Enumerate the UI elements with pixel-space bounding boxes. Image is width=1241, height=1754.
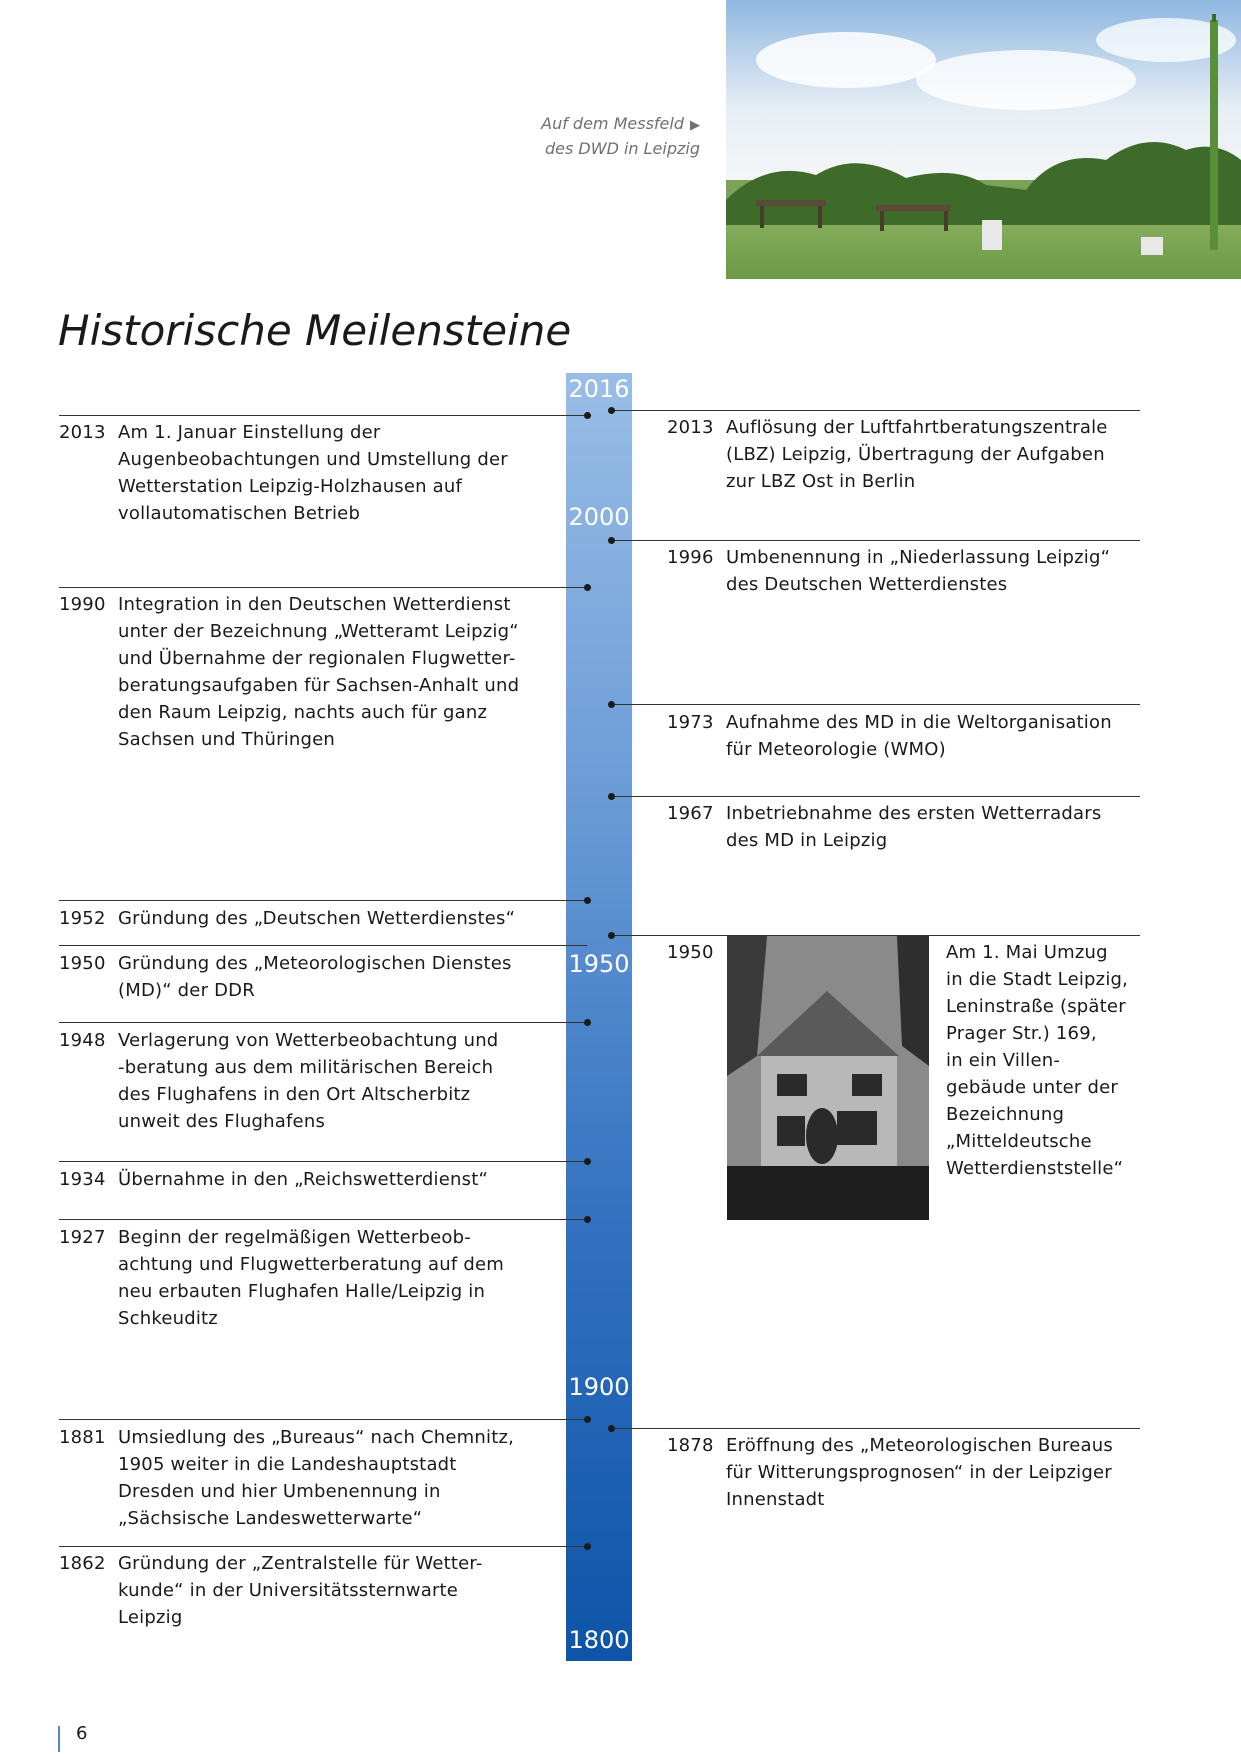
villa-photo bbox=[727, 936, 929, 1220]
right-connector-line bbox=[611, 410, 1140, 411]
timeline-dot bbox=[584, 1019, 591, 1026]
timeline-dot bbox=[608, 701, 615, 708]
event-text: Verlagerung von Wetterbeobachtung und -beratung aus dem militärischen Bereich des Flughafens in den Ort Altscherbitz unweit des Flughafens bbox=[118, 1030, 499, 1132]
timeline-dot bbox=[608, 1425, 615, 1432]
timeline-dot bbox=[608, 932, 615, 939]
right-connector-line bbox=[611, 1428, 1140, 1429]
right-event-1878 bbox=[667, 1432, 1137, 1513]
timeline-year-2000: 2000 bbox=[568, 503, 630, 531]
left-event-1927 bbox=[59, 1224, 539, 1332]
left-event-1862 bbox=[59, 1550, 539, 1631]
timeline-year-2016: 2016 bbox=[568, 375, 630, 403]
timeline-dot bbox=[584, 1158, 591, 1165]
header-photo bbox=[726, 0, 1241, 279]
event-text: Übernahme in den „Reichswetterdienst“ bbox=[118, 1169, 488, 1190]
left-connector-line bbox=[59, 1419, 587, 1420]
event-year: 1990 bbox=[59, 594, 106, 615]
event-year: 1950 bbox=[59, 953, 106, 974]
event-text: Integration in den Deutschen Wetterdienst unter der Bezeichnung „Wetteramt Leipzig“ und Übernahme der regionalen Flugwetter- beratungsaufgaben für Sachsen-Anhalt und den Raum Leipzig, nachts auch für ganz Sachsen und Thüringen bbox=[118, 594, 520, 750]
right-connector-line bbox=[611, 796, 1140, 797]
event-text: Inbetriebnahme des ersten Wetterradars des MD in Leipzig bbox=[726, 803, 1102, 851]
timeline-dot bbox=[584, 412, 591, 419]
right-connector-line bbox=[611, 704, 1140, 705]
right-event-1950-year bbox=[667, 939, 727, 966]
page-number: 6 bbox=[76, 1723, 88, 1744]
left-connector-line bbox=[59, 587, 587, 588]
timeline-dot bbox=[584, 897, 591, 904]
event-text: Eröffnung des „Meteorologischen Bureaus für Witterungsprognosen“ in der Leipziger Innenstadt bbox=[726, 1435, 1113, 1510]
right-event-1967 bbox=[667, 800, 1137, 854]
event-text: Gründung der „Zentralstelle für Wetter- kunde“ in der Universitätssternwarte Leipzig bbox=[118, 1553, 483, 1628]
timeline-dot bbox=[584, 1416, 591, 1423]
page-number-marker bbox=[58, 1726, 60, 1752]
right-event-1996 bbox=[667, 544, 1137, 598]
timeline-dot bbox=[608, 407, 615, 414]
event-text: Umsiedlung des „Bureaus“ nach Chemnitz, 1905 weiter in die Landeshauptstadt Dresden und hier Umbenennung in „Sächsische Landeswetterwarte“ bbox=[118, 1427, 515, 1529]
event-year: 1952 bbox=[59, 908, 106, 929]
left-event-1948 bbox=[59, 1027, 539, 1135]
left-connector-line bbox=[59, 1546, 587, 1547]
event-year: 2013 bbox=[59, 422, 106, 443]
event-text: Beginn der regelmäßigen Wetterbeob- achtung und Flugwetterberatung auf dem neu erbauten Flughafen Halle/Leipzig in Schkeuditz bbox=[118, 1227, 504, 1329]
caption-line-2: des DWD in Leipzig bbox=[545, 139, 700, 158]
event-year: 1967 bbox=[667, 803, 714, 824]
left-event-1881 bbox=[59, 1424, 539, 1532]
event-year: 1927 bbox=[59, 1227, 106, 1248]
event-year: 1950 bbox=[667, 942, 714, 963]
timeline-dot bbox=[584, 1216, 591, 1223]
timeline-year-1900: 1900 bbox=[568, 1373, 630, 1401]
left-connector-line bbox=[59, 1219, 587, 1220]
event-year: 2013 bbox=[667, 417, 714, 438]
timeline-dot bbox=[608, 537, 615, 544]
left-event-1950 bbox=[59, 950, 539, 1004]
timeline-year-1800: 1800 bbox=[568, 1626, 630, 1654]
event-text: Umbenennung in „Niederlassung Leipzig“ des Deutschen Wetterdienstes bbox=[726, 547, 1111, 595]
messfeld-illustration bbox=[726, 0, 1241, 279]
event-year: 1948 bbox=[59, 1030, 106, 1051]
event-year: 1973 bbox=[667, 712, 714, 733]
timeline-bar bbox=[566, 373, 632, 1661]
event-text: Gründung des „Meteorologischen Dienstes (MD)“ der DDR bbox=[118, 953, 512, 1001]
event-year: 1881 bbox=[59, 1427, 106, 1448]
event-text: Am 1. Mai Umzug in die Stadt Leipzig, Leninstraße (später Prager Str.) 169, in ein Villen- gebäude unter der Bezeichnung „Mitteldeutsche Wetterdienststelle“ bbox=[946, 942, 1129, 1179]
left-connector-line bbox=[59, 1022, 587, 1023]
event-text: Auflösung der Luftfahrtberatungszentrale (LBZ) Leipzig, Übertragung der Aufgaben zur LBZ Ost in Berlin bbox=[726, 417, 1108, 492]
event-year: 1878 bbox=[667, 1435, 714, 1456]
right-event-1950-text bbox=[946, 939, 1141, 1182]
right-event-1973 bbox=[667, 709, 1137, 763]
villa-illustration bbox=[727, 936, 929, 1220]
timeline-dot bbox=[584, 584, 591, 591]
event-text: Am 1. Januar Einstellung der Augenbeobachtungen und Umstellung der Wetterstation Leipzig-Holzhausen auf vollautomatischen Betrieb bbox=[118, 422, 508, 524]
caption-line-1: Auf dem Messfeld bbox=[541, 114, 684, 133]
left-event-2013 bbox=[59, 419, 539, 527]
timeline-dot bbox=[608, 793, 615, 800]
left-connector-line bbox=[59, 945, 587, 946]
photo-caption bbox=[480, 112, 700, 160]
left-connector-line bbox=[59, 1161, 587, 1162]
right-event-2013 bbox=[667, 414, 1137, 495]
left-connector-line bbox=[59, 415, 587, 416]
right-connector-line bbox=[611, 540, 1140, 541]
event-text: Gründung des „Deutschen Wetterdienstes“ bbox=[118, 908, 516, 929]
play-arrow-icon: ▶ bbox=[690, 118, 700, 133]
left-event-1952 bbox=[59, 905, 539, 932]
left-connector-line bbox=[59, 900, 587, 901]
event-year: 1996 bbox=[667, 547, 714, 568]
left-event-1934 bbox=[59, 1166, 539, 1193]
event-year: 1862 bbox=[59, 1553, 106, 1574]
page-title: Historische Meilensteine bbox=[58, 306, 572, 355]
timeline-year-1950: 1950 bbox=[568, 950, 630, 978]
event-text: Aufnahme des MD in die Weltorganisation für Meteorologie (WMO) bbox=[726, 712, 1112, 760]
event-year: 1934 bbox=[59, 1169, 106, 1190]
left-event-1990 bbox=[59, 591, 539, 753]
timeline-dot bbox=[584, 1543, 591, 1550]
